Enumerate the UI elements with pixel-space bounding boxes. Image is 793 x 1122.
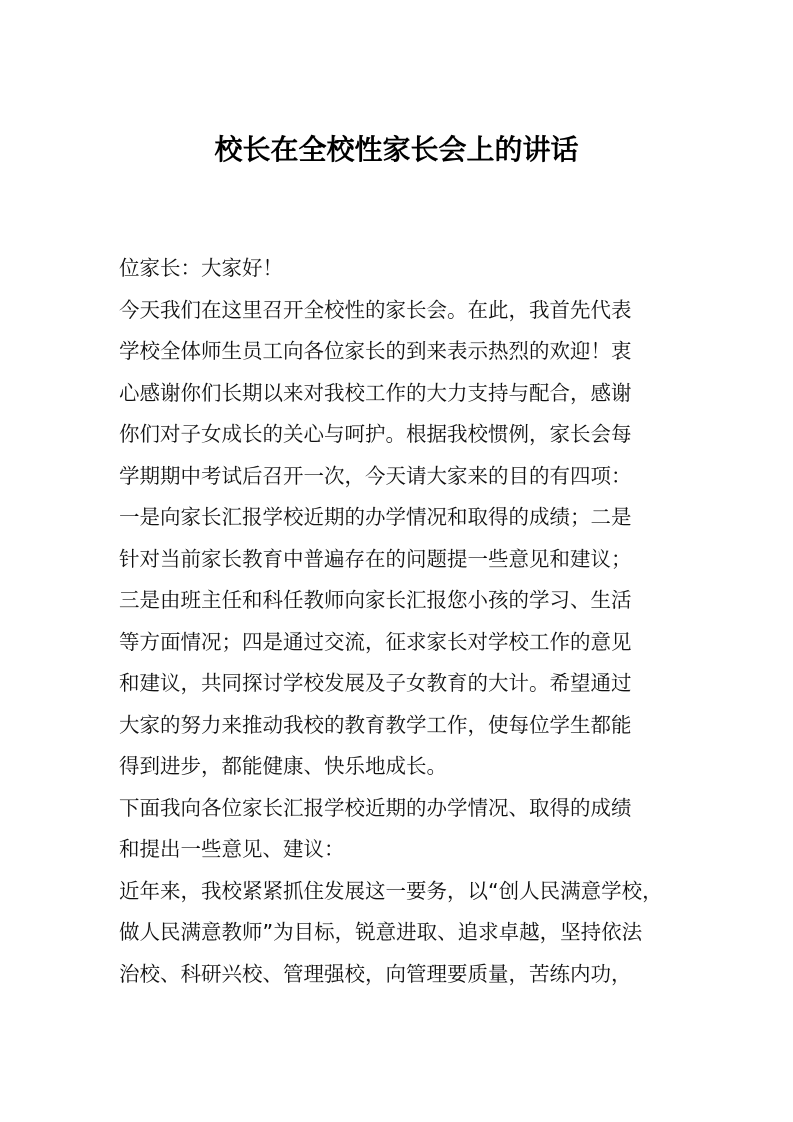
document-title: 校长在全校性家长会上的讲话 (214, 133, 579, 166)
body-line: 和建议，共同探讨学校发展及子女教育的大计。希望通过 (119, 671, 632, 695)
body-line: 学期期中考试后召开一次，今天请大家来的目的有四项： (119, 463, 632, 488)
body-line: 学校全体师生员工向各位家长的到来表示热烈的欢迎！衷 (119, 339, 632, 363)
body-line: 得到进步，都能健康、快乐地成长。 (119, 754, 447, 778)
document-body (119, 248, 699, 995)
body-line: 等方面情况；四是通过交流，征求家长对学校工作的意见 (119, 629, 632, 654)
body-line: 针对当前家长教育中普遍存在的问题提一些意见和建议； (119, 546, 632, 571)
body-line-greeting: 位家长：大家好！ (119, 256, 283, 280)
body-line: 大家的努力来推动我校的教育教学工作，使每位学生都能 (119, 712, 632, 737)
body-line: 治校、科研兴校、管理强校，向管理要质量，苦练内功， (119, 961, 632, 986)
body-line: 和提出一些意见、建议： (119, 837, 345, 861)
body-line: 今天我们在这里召开全校性的家长会。在此，我首先代表 (119, 297, 632, 322)
body-line: 三是由班主任和科任教师向家长汇报您小孩的学习、生活 (119, 588, 632, 612)
body-line: 近年来，我校紧紧抓住发展这一要务，以“创人民满意学校， (119, 878, 663, 903)
body-line: 心感谢你们长期以来对我校工作的大力支持与配合，感谢 (119, 380, 632, 405)
body-line: 你们对子女成长的关心与呵护。根据我校惯例，家长会每 (119, 422, 632, 446)
body-line: 一是向家长汇报学校近期的办学情况和取得的成绩；二是 (119, 505, 632, 529)
body-line: 下面我向各位家长汇报学校近期的办学情况、取得的成绩 (119, 795, 632, 820)
body-line: 做人民满意教师”为目标，锐意进取、追求卓越，坚持依法 (119, 920, 643, 944)
